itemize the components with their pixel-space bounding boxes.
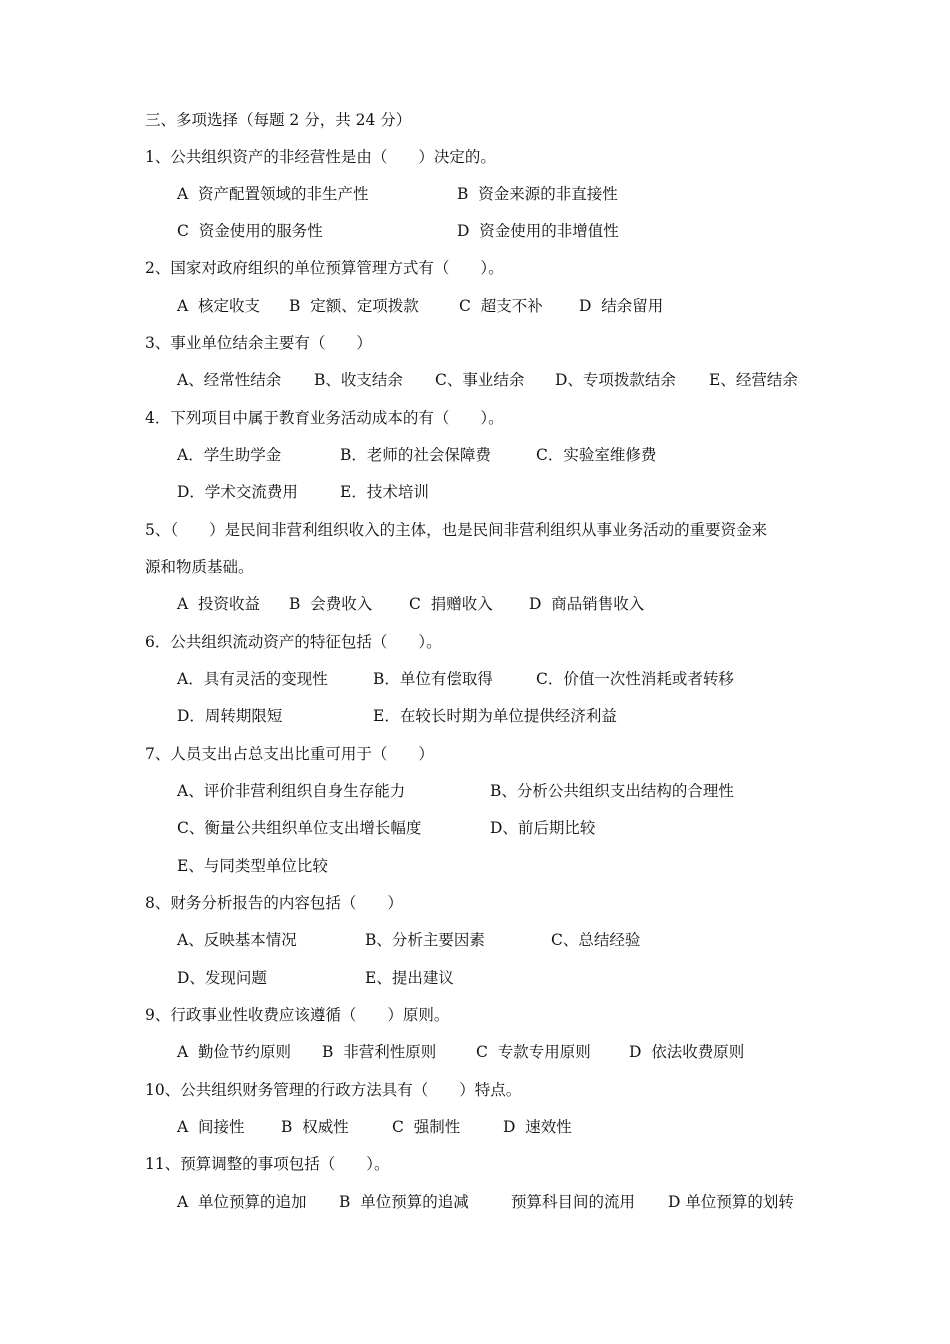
question-4-option-d: D．学术交流费用 [177, 483, 298, 501]
question-3-option-d: D、专项拨款结余 [555, 371, 676, 389]
question-2-option-d: D 结余留用 [579, 297, 664, 315]
question-6-option-b: B．单位有偿取得 [373, 670, 493, 688]
question-1-stem: 1、公共组织资产的非经营性是由（ ）决定的。 [145, 148, 496, 166]
question-7-option-a: A、评价非营利组织自身生存能力 [177, 782, 406, 800]
question-9-option-a: A 勤俭节约原则 [177, 1043, 292, 1061]
question-5-option-b: B 会费收入 [289, 595, 373, 613]
question-2-option-a: A 核定收支 [177, 297, 261, 315]
question-6-option-d: D．周转期限短 [177, 707, 283, 725]
question-3-option-a: A、经常性结余 [177, 371, 282, 389]
question-10-option-c: C 强制性 [392, 1118, 461, 1136]
question-6-stem: 6．公共组织流动资产的特征包括（ ）。 [145, 633, 442, 651]
question-5-stem-continued: 源和物质基础。 [145, 558, 254, 576]
question-6-option-c: C．价值一次性消耗或者转移 [536, 670, 734, 688]
question-8-option-e: E、提出建议 [365, 969, 454, 987]
question-4-option-c: C．实验室维修费 [536, 446, 657, 464]
question-1-option-d: D 资金使用的非增值性 [457, 222, 619, 240]
question-8-option-c: C、总结经验 [551, 931, 641, 949]
question-3-option-b: B、收支结余 [314, 371, 403, 389]
question-2-stem: 2、国家对政府组织的单位预算管理方式有（ ）。 [145, 259, 504, 277]
question-10-option-b: B 权威性 [281, 1118, 349, 1136]
question-1-option-a: A 资产配置领域的非生产性 [177, 185, 369, 203]
question-8-option-b: B、分析主要因素 [365, 931, 485, 949]
question-11-option-c: 预算科目间的流用 [511, 1193, 636, 1211]
question-3-option-e: E、经营结余 [709, 371, 798, 389]
question-7-option-d: D、前后期比较 [490, 819, 596, 837]
question-8-stem: 8、财务分析报告的内容包括（ ） [145, 894, 403, 912]
question-11-option-a: A 单位预算的追加 [177, 1193, 307, 1211]
question-10-option-d: D 速效性 [503, 1118, 572, 1136]
question-7-option-b: B、分析公共组织支出结构的合理性 [490, 782, 734, 800]
question-4-option-e: E．技术培训 [340, 483, 429, 501]
question-10-stem: 10、公共组织财务管理的行政方法具有（ ）特点。 [145, 1081, 522, 1099]
question-11-option-d: D 单位预算的划转 [668, 1193, 794, 1211]
question-2-option-b: B 定额、定项拨款 [289, 297, 419, 315]
question-9-option-b: B 非营利性原则 [322, 1043, 437, 1061]
question-5-option-a: A 投资收益 [177, 595, 261, 613]
question-9-option-d: D 依法收费原则 [629, 1043, 745, 1061]
question-9-stem: 9、行政事业性收费应该遵循（ ）原则。 [145, 1006, 450, 1024]
question-4-option-a: A．学生助学金 [177, 446, 282, 464]
question-5-stem: 5、（ ）是民间非营利组织收入的主体，也是民间非营利组织从事业务活动的重要资金来 [145, 521, 768, 539]
question-6-option-e: E．在较长时期为单位提供经济利益 [373, 707, 617, 725]
section-title: 三、多项选择（每题 2 分，共 24 分） [145, 111, 412, 129]
question-2-option-c: C 超支不补 [459, 297, 543, 315]
question-9-option-c: C 专款专用原则 [476, 1043, 591, 1061]
question-4-stem: 4．下列项目中属于教育业务活动成本的有（ ）。 [145, 409, 504, 427]
question-4-option-b: B．老师的社会保障费 [340, 446, 491, 464]
question-8-option-a: A、反映基本情况 [177, 931, 297, 949]
question-7-option-e: E、与同类型单位比较 [177, 857, 328, 875]
question-11-option-b: B 单位预算的追减 [339, 1193, 469, 1211]
question-6-option-a: A．具有灵活的变现性 [177, 670, 328, 688]
question-5-option-c: C 捐赠收入 [409, 595, 493, 613]
question-7-stem: 7、人员支出占总支出比重可用于（ ） [145, 745, 434, 763]
question-5-option-d: D 商品销售收入 [529, 595, 645, 613]
question-1-option-b: B 资金来源的非直接性 [457, 185, 618, 203]
question-8-option-d: D、发现问题 [177, 969, 267, 987]
question-7-option-c: C、衡量公共组织单位支出增长幅度 [177, 819, 422, 837]
question-10-option-a: A 间接性 [177, 1118, 245, 1136]
question-3-option-c: C、事业结余 [435, 371, 525, 389]
question-3-stem: 3、事业单位结余主要有（ ） [145, 334, 372, 352]
question-1-option-c: C 资金使用的服务性 [177, 222, 323, 240]
question-11-stem: 11、预算调整的事项包括（ ）。 [145, 1155, 390, 1173]
